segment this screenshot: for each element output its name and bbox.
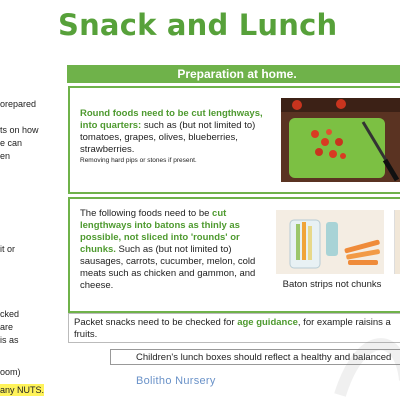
batons-text — [80, 208, 274, 292]
left-fragment: is as — [0, 335, 19, 345]
baton-strips-photo — [276, 210, 384, 274]
photo-edge — [394, 210, 400, 274]
banner-label: Preparation at home. — [177, 67, 297, 81]
watermark-logo — [300, 320, 400, 400]
left-fragment-highlight: any NUTS. — [0, 385, 45, 395]
round-foods-body: such as (but not limited to) tomatoes, grapes, olives, blueberries, strawberries. — [80, 120, 256, 155]
packet-line2: fruits. — [74, 329, 98, 340]
left-fragment: oom) — [0, 367, 21, 377]
packet-prefix: Packet snacks need to be checked for — [74, 317, 238, 328]
round-foods-heading: Round foods need to be cut lengthways, into quarters: — [80, 108, 263, 131]
left-column-fragments — [0, 0, 52, 400]
batons-highlight: cut lengthways into batons as thinly as possible, not sliced into 'rounds' or chunks. — [80, 208, 240, 255]
round-foods-text — [80, 108, 276, 165]
left-fragment: are — [0, 322, 14, 332]
page-title: Snack and Lunch — [58, 8, 338, 42]
left-fragment: orepared — [0, 99, 37, 109]
lunchbox-note: Children's lunch boxes should reflect a healthy and balanced — [110, 349, 400, 365]
batons-body: Such as (but not limited to) sausages, carrots, cucumber, melon, cold meats such as chicken and gammon, and cheese. — [80, 244, 256, 291]
nursery-footer: Bolitho Nursery — [136, 375, 216, 387]
round-foods-note: Removing hard pips or stones if present. — [80, 157, 197, 164]
left-fragment: cked — [0, 309, 20, 319]
preparation-banner — [67, 65, 400, 83]
left-fragment: it or — [0, 244, 16, 254]
packet-highlight: age guidance — [237, 317, 298, 328]
batons-intro: The following foods need to be — [80, 208, 213, 219]
left-fragment: ts on how — [0, 125, 39, 135]
baton-caption: Baton strips not chunks — [282, 279, 382, 290]
left-fragment: e can — [0, 138, 23, 148]
packet-suffix: , for example raisins a — [297, 317, 391, 328]
tomato-cutting-photo — [281, 98, 400, 182]
left-fragment: en — [0, 151, 11, 161]
